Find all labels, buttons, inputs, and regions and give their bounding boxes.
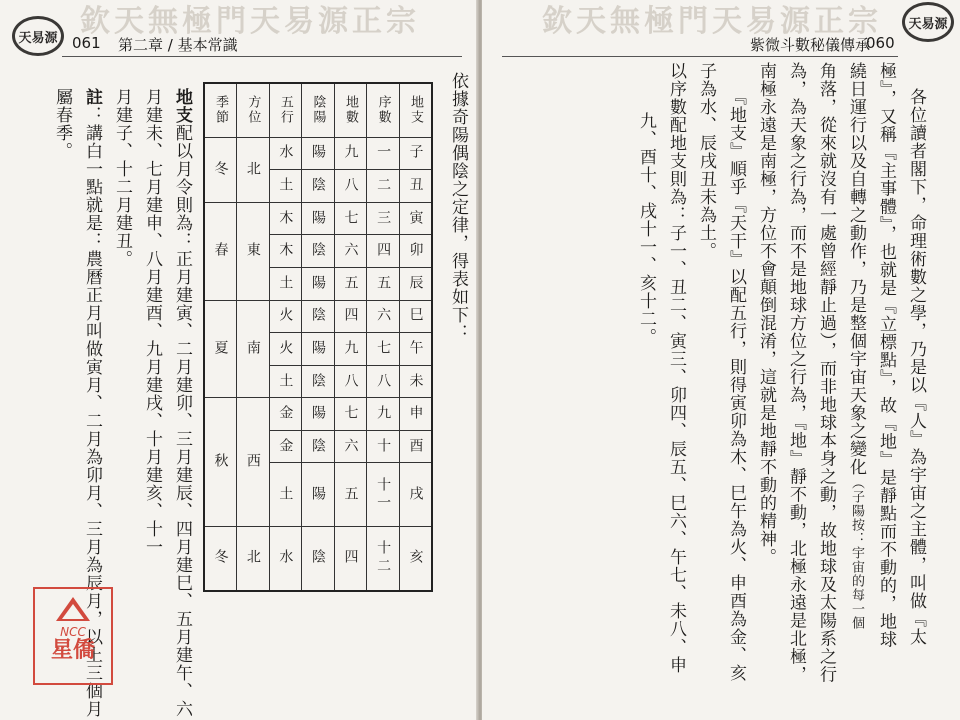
table-cell: 未 bbox=[399, 365, 432, 398]
almanac-table bbox=[203, 82, 433, 592]
table-cell: 陽 bbox=[302, 202, 335, 235]
row-header-4: 五行 bbox=[269, 83, 302, 137]
table-cell: 火 bbox=[269, 300, 302, 333]
table-intro: 依據奇陽偶陰之定律，得表如下： bbox=[448, 72, 468, 342]
left-page bbox=[0, 0, 479, 720]
table-cell: 午 bbox=[399, 333, 432, 366]
table-cell: 戌 bbox=[399, 463, 432, 527]
table-cell: 陰 bbox=[302, 430, 335, 463]
table-body bbox=[204, 83, 432, 591]
table-cell: 一 bbox=[367, 137, 400, 170]
table-cell: 七 bbox=[367, 333, 400, 366]
body-col-5: 為，為天象之行為，而不是地球方位之行為，『地』靜不動，北極永遠是北極， bbox=[786, 62, 806, 684]
body-col-10: 九、酉十、戌十一、亥十二。 bbox=[636, 112, 656, 346]
table-cell: 木 bbox=[269, 235, 302, 268]
body-col-6: 南極永遠是南極，方位不會顛倒混淆，這就是地靜不動的精神。 bbox=[756, 62, 776, 566]
table-cell: 陽 bbox=[302, 398, 335, 431]
table-row bbox=[204, 398, 432, 431]
table-cell: 九 bbox=[367, 398, 400, 431]
left-header-rule bbox=[62, 56, 462, 57]
season-cell: 夏 bbox=[204, 300, 237, 398]
table-cell: 九 bbox=[334, 333, 367, 366]
table-cell: 陽 bbox=[302, 137, 335, 170]
row-header-2: 地數 bbox=[334, 83, 367, 137]
table-cell: 酉 bbox=[399, 430, 432, 463]
table-cell: 陽 bbox=[302, 267, 335, 300]
note-heading: 註 bbox=[82, 88, 102, 106]
table-cell: 陰 bbox=[302, 235, 335, 268]
table-cell: 陰 bbox=[302, 300, 335, 333]
direction-cell: 北 bbox=[237, 526, 270, 591]
table-row bbox=[204, 202, 432, 235]
body-col-4: 角落，從來就沒有一處曾經靜止過），而非地球本身之動，故地球及太陽系之行 bbox=[816, 62, 836, 684]
left-logo: 天易源 bbox=[12, 16, 64, 56]
table-cell: 四 bbox=[367, 235, 400, 268]
stamp-brand: 星僑 bbox=[50, 637, 95, 663]
table-row bbox=[204, 526, 432, 591]
table-cell: 陰 bbox=[302, 365, 335, 398]
table-cell: 八 bbox=[334, 170, 367, 203]
table-row bbox=[204, 300, 432, 333]
body-col-9: 以序數配地支則為：子一、丑二、寅三、卯四、辰五、巳六、午七、未八、申 bbox=[666, 62, 686, 674]
table-cell: 陰 bbox=[302, 170, 335, 203]
table-cell: 四 bbox=[334, 300, 367, 333]
body-col-3-text: 繞日運行以及自轉之動作，乃是整個宇宙天象之變化 bbox=[846, 62, 866, 476]
table-cell: 辰 bbox=[399, 267, 432, 300]
month-line-3: 月建子、十二月建丑。 bbox=[112, 88, 132, 268]
month-heading: 地支 bbox=[172, 88, 192, 124]
month-line-1-text: 配以月令則為：正月建寅、二月建卯、三月建辰、四月建巳、五月建午、六 bbox=[172, 124, 192, 718]
direction-cell: 西 bbox=[237, 398, 270, 527]
month-line-1 bbox=[172, 88, 192, 718]
table-cell: 六 bbox=[334, 430, 367, 463]
right-page-number: 060 bbox=[866, 34, 895, 52]
table-cell: 陰 bbox=[302, 526, 335, 591]
body-col-8: 子為水、辰戌丑未為土。 bbox=[696, 62, 716, 260]
table-cell: 十一 bbox=[367, 463, 400, 527]
table-cell: 巳 bbox=[399, 300, 432, 333]
body-col-7: 『地支』順乎『天干』以配五行，則得寅卯為木、巳午為火、申酉為金、亥 bbox=[726, 88, 746, 682]
direction-header: 方位 bbox=[237, 83, 270, 137]
direction-cell: 南 bbox=[237, 300, 270, 398]
table-row bbox=[204, 137, 432, 170]
ncc-stamp bbox=[33, 587, 113, 685]
stamp-triangle-icon bbox=[56, 597, 90, 621]
table-cell: 陽 bbox=[302, 463, 335, 527]
table-cell: 土 bbox=[269, 267, 302, 300]
table-cell: 丑 bbox=[399, 170, 432, 203]
season-cell: 冬 bbox=[204, 526, 237, 591]
table-cell: 水 bbox=[269, 137, 302, 170]
right-logo: 天易源 bbox=[902, 2, 954, 42]
note-line-2: 屬春季。 bbox=[52, 88, 72, 160]
body-col-3 bbox=[846, 62, 866, 630]
table-cell: 十二 bbox=[367, 526, 400, 591]
direction-cell: 北 bbox=[237, 137, 270, 202]
left-page-number: 061 bbox=[72, 34, 101, 52]
table-cell: 七 bbox=[334, 202, 367, 235]
table-cell: 申 bbox=[399, 398, 432, 431]
season-header: 季節 bbox=[204, 83, 237, 137]
season-cell: 春 bbox=[204, 202, 237, 300]
row-header-1: 序數 bbox=[367, 83, 400, 137]
table-cell: 土 bbox=[269, 463, 302, 527]
table-cell: 八 bbox=[334, 365, 367, 398]
table-header-row bbox=[204, 83, 432, 137]
table-cell: 亥 bbox=[399, 526, 432, 591]
table-cell: 土 bbox=[269, 365, 302, 398]
table-cell: 水 bbox=[269, 526, 302, 591]
table-cell: 金 bbox=[269, 430, 302, 463]
row-header-0: 地支 bbox=[399, 83, 432, 137]
table-cell: 火 bbox=[269, 333, 302, 366]
table-cell: 子 bbox=[399, 137, 432, 170]
right-ghost-header: 欽天無極門天易源正宗 bbox=[542, 4, 882, 39]
month-line-2: 月建未、七月建申、八月建酉、九月建戌、十月建亥、十一 bbox=[142, 88, 162, 556]
table-cell: 二 bbox=[367, 170, 400, 203]
table-cell: 寅 bbox=[399, 202, 432, 235]
stamp-ncc: NCC bbox=[60, 625, 86, 639]
body-col-3-note: （子陽按：宇宙的每一個 bbox=[849, 476, 864, 630]
left-chapter-header: 第二章 / 基本常識 bbox=[118, 36, 238, 54]
table-cell: 金 bbox=[269, 398, 302, 431]
season-cell: 冬 bbox=[204, 137, 237, 202]
table-cell: 九 bbox=[334, 137, 367, 170]
body-col-2: 極』，又稱『主事體』，也就是『立標點』，故『地』是靜點而不動的，地球 bbox=[876, 62, 896, 649]
table-cell: 四 bbox=[334, 526, 367, 591]
table-cell: 卯 bbox=[399, 235, 432, 268]
table-cell: 五 bbox=[367, 267, 400, 300]
row-header-3: 陰陽 bbox=[302, 83, 335, 137]
table-cell: 七 bbox=[334, 398, 367, 431]
right-page bbox=[481, 0, 960, 720]
note-line-1-text: ：講白一點就是：農曆正月叫做寅月、二月為卯月、三月為辰月，以上三個月 bbox=[82, 106, 102, 718]
table-cell: 陽 bbox=[302, 333, 335, 366]
season-cell: 秋 bbox=[204, 398, 237, 527]
table-cell: 三 bbox=[367, 202, 400, 235]
table-cell: 木 bbox=[269, 202, 302, 235]
body-col-1: 各位讀者閣下，命理術數之學，乃是以『人』為宇宙之主體，叫做『太 bbox=[906, 88, 926, 646]
table-cell: 六 bbox=[367, 300, 400, 333]
right-header-rule bbox=[502, 56, 898, 57]
left-ghost-header: 欽天無極門天易源正宗 bbox=[80, 4, 420, 39]
table-cell: 五 bbox=[334, 463, 367, 527]
right-book-header: 紫微斗數秘儀傳承 bbox=[750, 36, 871, 54]
table-cell: 八 bbox=[367, 365, 400, 398]
direction-cell: 東 bbox=[237, 202, 270, 300]
table-cell: 土 bbox=[269, 170, 302, 203]
table-cell: 十 bbox=[367, 430, 400, 463]
table-cell: 五 bbox=[334, 267, 367, 300]
table-cell: 六 bbox=[334, 235, 367, 268]
